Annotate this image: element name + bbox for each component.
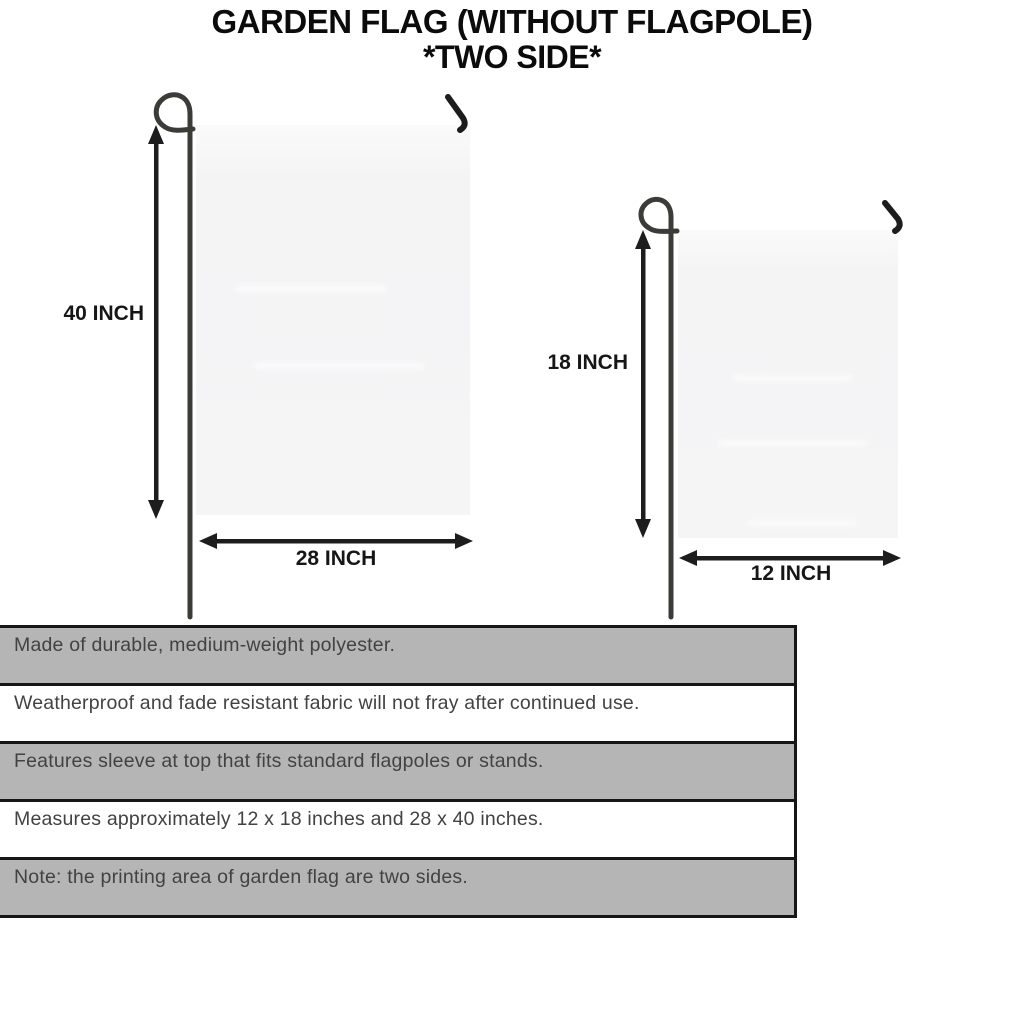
small-flag-height-label: 18 INCH	[547, 351, 628, 374]
small-flag-hook-icon	[885, 203, 900, 231]
feature-row	[0, 799, 797, 860]
feature-row	[0, 857, 797, 918]
fabric-fold-highlight	[733, 375, 853, 381]
feature-row	[0, 741, 797, 802]
feature-row	[0, 683, 797, 744]
feature-text: Measures approximately 12 x 18 inches and 28 x 40 inches.	[14, 808, 544, 830]
large-flag-canvas	[196, 125, 470, 515]
small-flag-canvas	[678, 230, 898, 538]
feature-text: Note: the printing area of garden flag are two sides.	[14, 866, 468, 888]
large-flag-width-label: 28 INCH	[295, 547, 377, 570]
small-flag-width-label: 12 INCH	[750, 562, 832, 585]
small-height-arrow-icon	[635, 230, 651, 538]
fabric-fold-highlight	[748, 520, 858, 526]
large-flagpole-icon	[156, 95, 193, 617]
large-height-arrow-icon	[148, 125, 164, 519]
page-title: GARDEN FLAG (WITHOUT FLAGPOLE)	[211, 3, 813, 40]
title-block	[0, 4, 1024, 75]
feature-text: Weatherproof and fade resistant fabric will not fray after continued use.	[14, 692, 640, 714]
page-subtitle: *TWO SIDE*	[422, 39, 602, 76]
small-flagpole-icon	[641, 199, 677, 617]
large-flag-height-label: 40 INCH	[63, 302, 144, 325]
fabric-fold-highlight	[236, 285, 386, 292]
feature-text: Features sleeve at top that fits standard flagpoles or stands.	[14, 750, 544, 772]
fabric-fold-highlight	[254, 363, 424, 369]
fabric-fold-highlight	[718, 440, 868, 446]
feature-row	[0, 625, 797, 686]
features-table	[0, 625, 797, 918]
feature-text: Made of durable, medium-weight polyester.	[14, 634, 396, 656]
